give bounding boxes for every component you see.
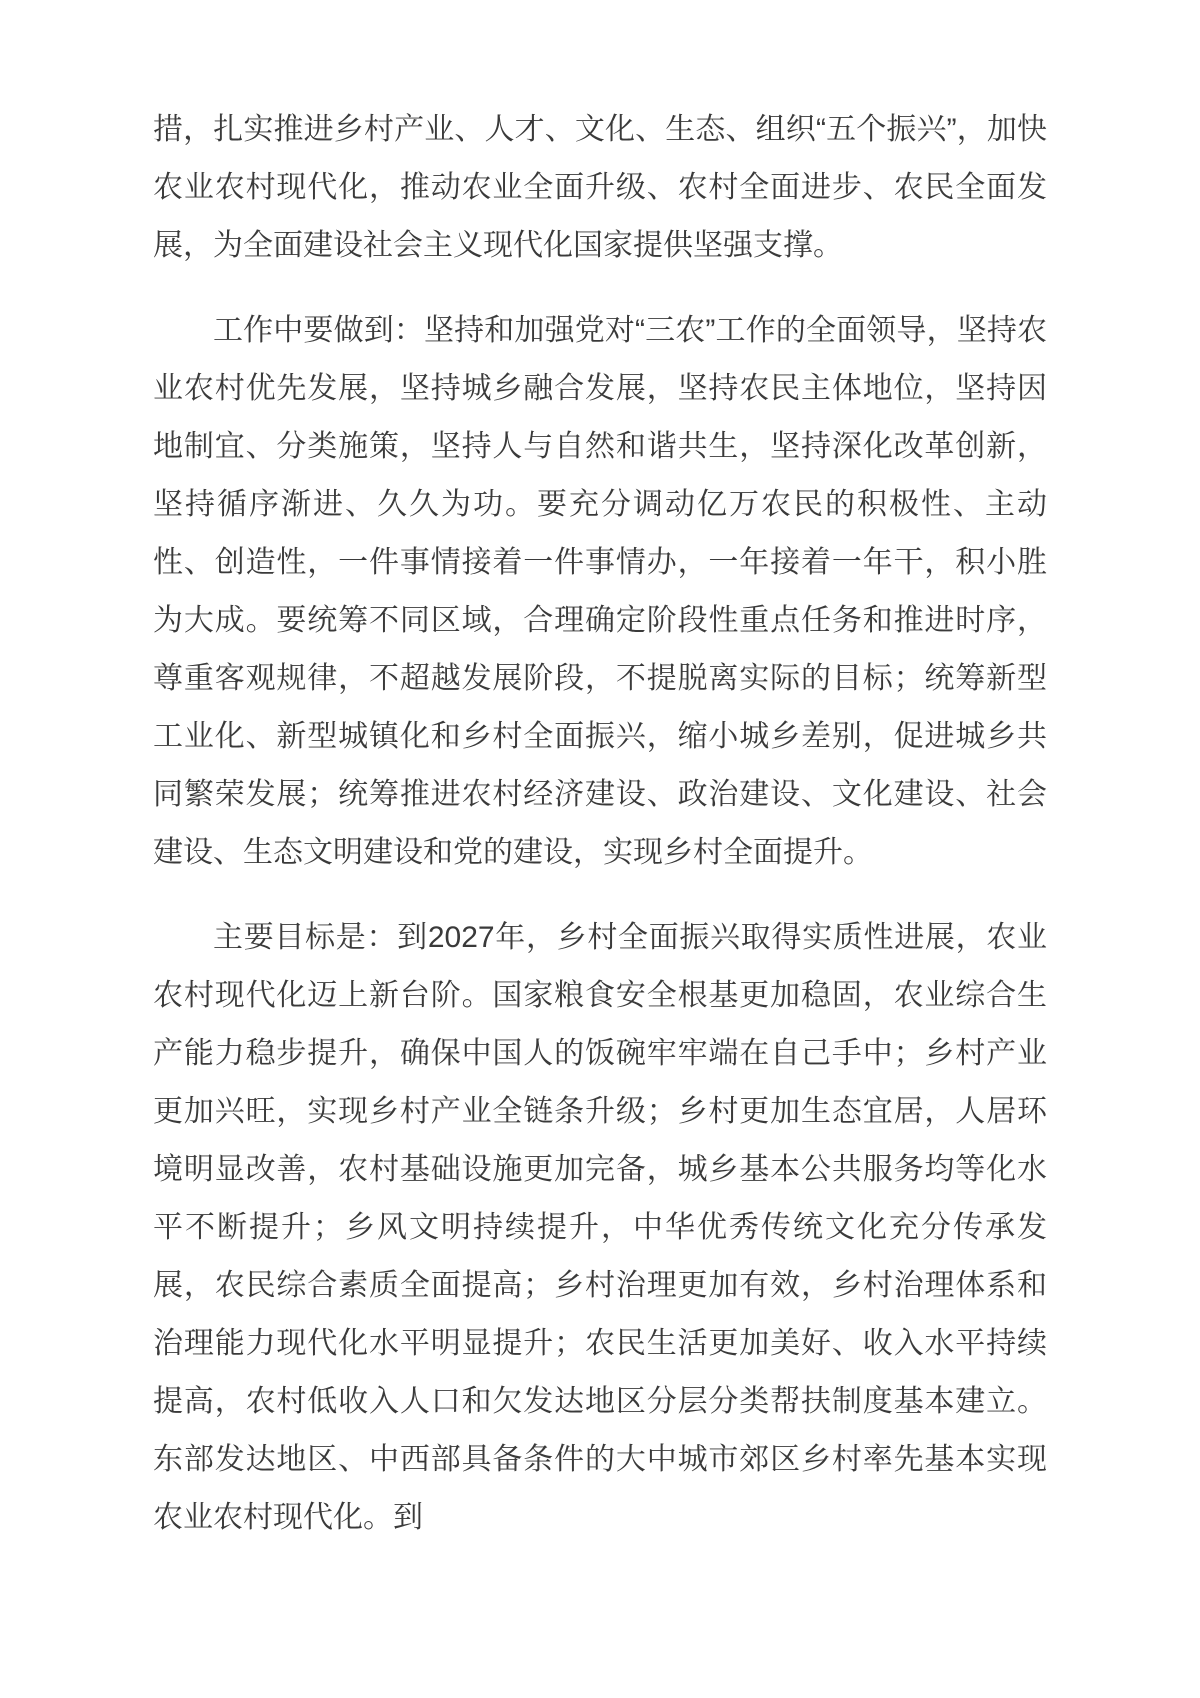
paragraph-continuation: 措，扎实推进乡村产业、人才、文化、生态、组织“五个振兴”，加快农业农村现代化，推动农业全面升级、农村全面进步、农民全面发展，为全面建设社会主义现代化国家提供坚强支撑。 [153,113,1047,262]
paragraph-main-goals-2027: 主要目标是：到2027年，乡村全面振兴取得实质性进展，农业农村现代化迈上新台阶。国家粮食安全根基更加稳固，农业综合生产能力稳步提升，确保中国人的饭碗牢牢端在自己手中；乡村产业更加兴旺，实现乡村产业全链条升级；乡村更加生态宜居，人居环境明显改善，农村基础设施更加完备，城乡基本公共服务均等化水平不断提升；乡风文明持续提升，中华优秀传统文化充分传承发展，农民综合素质全面提高；乡村治理更加有效，乡村治理体系和治理能力现代化水平明显提升；农民生活更加美好、收入水平持续提高，农村低收入人口和欠发达地区分层分类帮扶制度基本建立。东部发达地区、中西部具备条件的大中城市郊区乡村率先基本实现农业农村现代化。到 [153,921,1047,1534]
paragraph-work-principles: 工作中要做到：坚持和加强党对“三农”工作的全面领导，坚持农业农村优先发展，坚持城乡融合发展，坚持农民主体地位，坚持因地制宜、分类施策，坚持人与自然和谐共生，坚持深化改革创新，坚持循序渐进、久久为功。要充分调动亿万农民的积极性、主动性、创造性，一件事情接着一件事情办，一年接着一年干，积小胜为大成。要统筹不同区域，合理确定阶段性重点任务和推进时序，尊重客观规律，不超越发展阶段，不提脱离实际的目标；统筹新型工业化、新型城镇化和乡村全面振兴，缩小城乡差别，促进城乡共同繁荣发展；统筹推进农村经济建设、政治建设、文化建设、社会建设、生态文明建设和党的建设，实现乡村全面提升。 [153,314,1047,869]
document-body [153,101,1047,1547]
